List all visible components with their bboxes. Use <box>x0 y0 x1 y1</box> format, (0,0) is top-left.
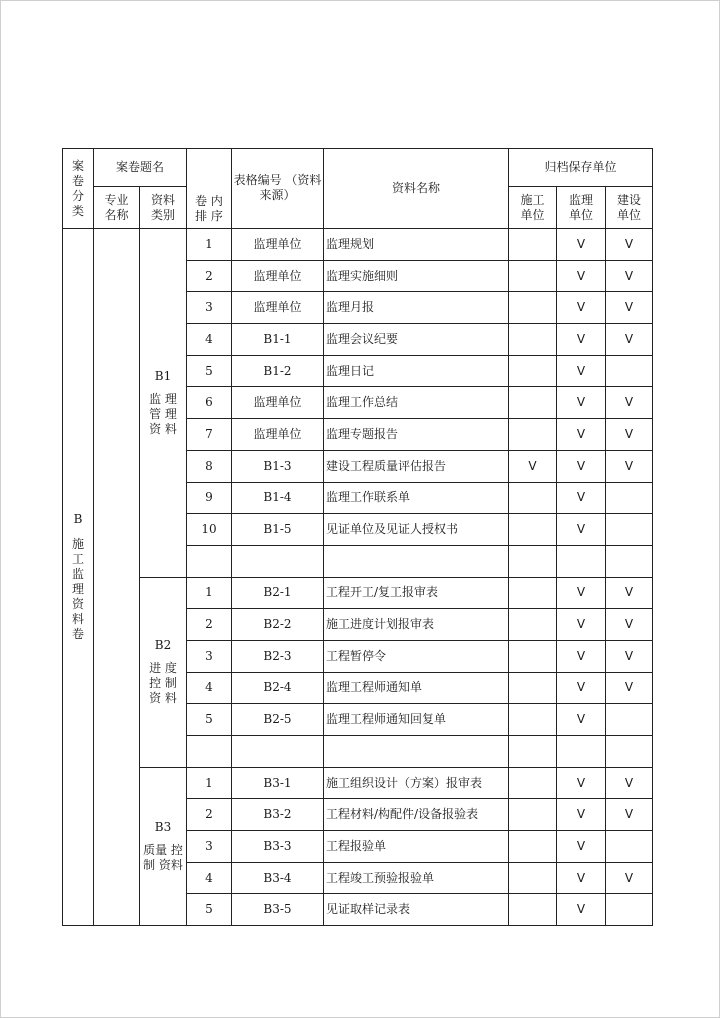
check-supervision: V <box>557 672 606 704</box>
header-category-char: 类 <box>71 203 84 218</box>
material-type-cell <box>140 577 187 767</box>
check-owner <box>606 736 653 768</box>
check-owner: V <box>606 862 653 894</box>
header-sequence-line: 排 序 <box>195 209 223 223</box>
check-supervision: V <box>557 831 606 863</box>
header-unit-owner <box>606 187 653 229</box>
check-owner: V <box>606 767 653 799</box>
form-number-cell: B1-1 <box>232 324 324 356</box>
check-owner: V <box>606 672 653 704</box>
group-code: B1 <box>154 368 172 383</box>
check-supervision: V <box>557 292 606 324</box>
check-construction <box>509 260 557 292</box>
check-owner: V <box>606 387 653 419</box>
material-name-cell <box>324 736 509 768</box>
material-name-cell: 见证取样记录表 <box>324 894 509 926</box>
material-name-cell: 监理工程师通知单 <box>324 672 509 704</box>
check-owner <box>606 482 653 514</box>
check-supervision: V <box>557 799 606 831</box>
group-label-line: 控 制 <box>149 676 177 691</box>
header-unit-line: 施工 <box>520 192 545 207</box>
check-supervision: V <box>557 260 606 292</box>
seq-cell: 4 <box>187 862 232 894</box>
check-supervision: V <box>557 640 606 672</box>
header-material-name: 资料名称 <box>324 149 509 229</box>
seq-cell: 5 <box>187 704 232 736</box>
form-number-cell: B2-5 <box>232 704 324 736</box>
check-construction <box>509 482 557 514</box>
check-supervision: V <box>557 324 606 356</box>
seq-cell <box>187 545 232 577</box>
form-number-cell: 监理单位 <box>232 387 324 419</box>
check-supervision: V <box>557 482 606 514</box>
group-label-line: 质量 控 <box>143 842 183 857</box>
seq-cell: 4 <box>187 324 232 356</box>
material-type-cell <box>140 229 187 578</box>
seq-cell: 4 <box>187 672 232 704</box>
check-supervision: V <box>557 767 606 799</box>
seq-cell: 6 <box>187 387 232 419</box>
check-supervision: V <box>557 609 606 641</box>
form-number-cell: B3-3 <box>232 831 324 863</box>
check-supervision: V <box>557 862 606 894</box>
seq-cell: 10 <box>187 514 232 546</box>
category-char: 料 <box>71 612 84 627</box>
header-category-char: 卷 <box>71 173 84 188</box>
check-owner <box>606 514 653 546</box>
check-construction <box>509 609 557 641</box>
seq-cell: 3 <box>187 640 232 672</box>
check-construction <box>509 577 557 609</box>
form-number-cell: 监理单位 <box>232 419 324 451</box>
material-name-cell: 建设工程质量评估报告 <box>324 450 509 482</box>
header-form-number-line: 来源） <box>259 188 296 202</box>
check-construction <box>509 704 557 736</box>
seq-cell: 9 <box>187 482 232 514</box>
material-name-cell: 监理专题报告 <box>324 419 509 451</box>
seq-cell: 3 <box>187 292 232 324</box>
seq-cell <box>187 736 232 768</box>
form-number-cell: B1-4 <box>232 482 324 514</box>
header-specialty <box>94 187 140 229</box>
check-owner: V <box>606 450 653 482</box>
seq-cell: 1 <box>187 229 232 261</box>
table-row <box>63 767 653 799</box>
form-number-cell: 监理单位 <box>232 260 324 292</box>
check-owner: V <box>606 577 653 609</box>
check-supervision: V <box>557 577 606 609</box>
form-number-cell: B3-1 <box>232 767 324 799</box>
material-name-cell: 见证单位及见证人授权书 <box>324 514 509 546</box>
check-construction <box>509 862 557 894</box>
form-number-cell <box>232 736 324 768</box>
category-char: B <box>73 512 83 527</box>
material-name-cell: 监理工作联系单 <box>324 482 509 514</box>
check-supervision: V <box>557 355 606 387</box>
check-owner: V <box>606 609 653 641</box>
header-specialty-line: 名称 <box>104 207 129 222</box>
header-archive-unit: 归档保存单位 <box>509 149 653 187</box>
check-supervision <box>557 736 606 768</box>
check-supervision: V <box>557 450 606 482</box>
material-name-cell: 监理实施细则 <box>324 260 509 292</box>
specialty-cell <box>94 229 140 926</box>
group-label-line: 监 理 <box>149 391 177 406</box>
check-construction <box>509 355 557 387</box>
check-construction <box>509 229 557 261</box>
category-cell <box>63 229 94 926</box>
form-number-cell: B2-1 <box>232 577 324 609</box>
header-form-number-line: 表格编号 （资料 <box>233 173 322 187</box>
check-construction <box>509 672 557 704</box>
header-unit-line: 建设 <box>616 192 641 207</box>
group-label-line: 资 料 <box>149 421 177 436</box>
check-supervision: V <box>557 514 606 546</box>
header-specialty-line: 专业 <box>104 192 129 207</box>
check-supervision: V <box>557 894 606 926</box>
form-number-cell: B2-2 <box>232 609 324 641</box>
check-construction <box>509 640 557 672</box>
group-label-line: 资 料 <box>149 691 177 706</box>
check-owner: V <box>606 229 653 261</box>
material-type-cell <box>140 767 187 925</box>
check-construction <box>509 736 557 768</box>
archive-table <box>62 148 653 926</box>
header-unit-line: 监理 <box>568 192 593 207</box>
category-char: 卷 <box>71 627 84 642</box>
header-sequence-line: 卷 内 <box>195 194 223 208</box>
seq-cell: 8 <box>187 450 232 482</box>
form-number-cell: B2-3 <box>232 640 324 672</box>
check-owner <box>606 355 653 387</box>
material-name-cell <box>324 545 509 577</box>
material-name-cell: 工程竣工预验报验单 <box>324 862 509 894</box>
check-construction <box>509 767 557 799</box>
form-number-cell: B1-3 <box>232 450 324 482</box>
check-owner <box>606 831 653 863</box>
check-construction <box>509 292 557 324</box>
header-category <box>63 149 94 229</box>
header-form-number <box>232 149 324 229</box>
category-char: 理 <box>71 582 84 597</box>
check-supervision: V <box>557 419 606 451</box>
material-name-cell: 工程开工/复工报审表 <box>324 577 509 609</box>
check-construction: V <box>509 450 557 482</box>
material-name-cell: 施工组织设计（方案）报审表 <box>324 767 509 799</box>
form-number-cell: B1-5 <box>232 514 324 546</box>
check-owner: V <box>606 640 653 672</box>
group-label-line: 进 度 <box>149 661 177 676</box>
table-row <box>63 229 653 261</box>
material-name-cell: 工程报验单 <box>324 831 509 863</box>
header-category-char: 分 <box>71 188 84 203</box>
check-construction <box>509 419 557 451</box>
header-sequence <box>187 149 232 229</box>
seq-cell: 5 <box>187 894 232 926</box>
check-construction <box>509 387 557 419</box>
header-unit-line: 单位 <box>520 207 545 222</box>
group-label-line: 制 资料 <box>143 857 183 872</box>
header-material-type-line: 类别 <box>150 207 175 222</box>
form-number-cell: B2-4 <box>232 672 324 704</box>
check-construction <box>509 831 557 863</box>
check-owner <box>606 545 653 577</box>
material-name-cell: 监理规划 <box>324 229 509 261</box>
seq-cell: 2 <box>187 609 232 641</box>
header-category-char: 案 <box>71 158 84 173</box>
table-row <box>63 577 653 609</box>
header-unit-construction <box>509 187 557 229</box>
material-name-cell: 施工进度计划报审表 <box>324 609 509 641</box>
form-number-cell: B3-4 <box>232 862 324 894</box>
material-name-cell: 工程材料/构配件/设备报验表 <box>324 799 509 831</box>
check-owner: V <box>606 419 653 451</box>
header-unit-supervision <box>557 187 606 229</box>
seq-cell: 1 <box>187 577 232 609</box>
seq-cell: 5 <box>187 355 232 387</box>
form-number-cell: B1-2 <box>232 355 324 387</box>
form-number-cell: 监理单位 <box>232 229 324 261</box>
check-supervision: V <box>557 704 606 736</box>
header-material-type <box>140 187 187 229</box>
header-unit-line: 单位 <box>568 207 593 222</box>
material-name-cell: 监理工作总结 <box>324 387 509 419</box>
seq-cell: 2 <box>187 799 232 831</box>
form-number-cell <box>232 545 324 577</box>
check-construction <box>509 545 557 577</box>
material-name-cell: 监理月报 <box>324 292 509 324</box>
category-char: 施 <box>71 537 84 552</box>
check-owner: V <box>606 324 653 356</box>
check-owner <box>606 894 653 926</box>
check-owner: V <box>606 799 653 831</box>
group-label-line: 管 理 <box>149 406 177 421</box>
check-supervision: V <box>557 229 606 261</box>
seq-cell: 7 <box>187 419 232 451</box>
form-number-cell: 监理单位 <box>232 292 324 324</box>
material-name-cell: 监理会议纪要 <box>324 324 509 356</box>
check-supervision: V <box>557 387 606 419</box>
material-name-cell: 监理日记 <box>324 355 509 387</box>
check-construction <box>509 799 557 831</box>
header-volume-title: 案卷题名 <box>94 149 187 187</box>
form-number-cell: B3-2 <box>232 799 324 831</box>
check-supervision <box>557 545 606 577</box>
header-unit-line: 单位 <box>616 207 641 222</box>
seq-cell: 3 <box>187 831 232 863</box>
header-material-type-line: 资料 <box>150 192 175 207</box>
category-char: 资 <box>71 597 84 612</box>
seq-cell: 2 <box>187 260 232 292</box>
check-construction <box>509 514 557 546</box>
form-number-cell: B3-5 <box>232 894 324 926</box>
seq-cell: 1 <box>187 767 232 799</box>
check-owner: V <box>606 292 653 324</box>
material-name-cell: 监理工程师通知回复单 <box>324 704 509 736</box>
check-owner: V <box>606 260 653 292</box>
material-name-cell: 工程暂停令 <box>324 640 509 672</box>
check-construction <box>509 894 557 926</box>
category-char: 监 <box>71 567 84 582</box>
check-owner <box>606 704 653 736</box>
check-construction <box>509 324 557 356</box>
group-code: B2 <box>154 638 172 653</box>
group-code: B3 <box>154 819 172 834</box>
category-char: 工 <box>71 552 84 567</box>
